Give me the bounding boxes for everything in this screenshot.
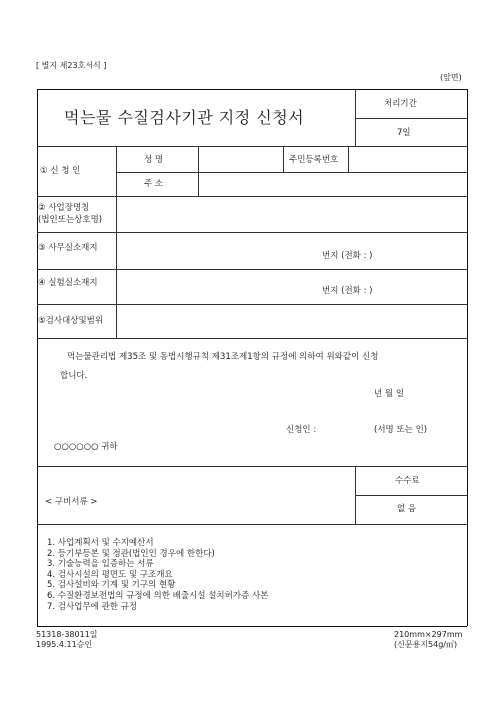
paper-type: (신문용지54g/㎡)	[394, 640, 458, 649]
approval-date: 1995.4.11승인	[36, 640, 93, 649]
paper-size: 210mm×297mm	[394, 630, 463, 639]
attachment-item: 7. 검사업무에 관한 규정	[47, 601, 138, 612]
rule-business-bottom	[37, 232, 467, 233]
statement-line2: 합니다.	[60, 371, 88, 381]
attachments-list	[47, 538, 268, 612]
business-name-sublabel: (법인또는상호명)	[38, 215, 103, 225]
scope-col	[116, 304, 117, 338]
address-label: 주 소	[144, 179, 164, 189]
applicant-col3	[283, 146, 284, 172]
application-date: 년 월 일	[374, 389, 405, 399]
attachments-label: < 구비서류 >	[45, 497, 98, 507]
processing-label: 처리기간	[384, 99, 417, 109]
frame-bottom	[37, 626, 467, 627]
rule-office-bottom	[37, 269, 467, 270]
applicant-col1	[116, 146, 117, 196]
form-title: 먹는물 수질검사기관 지정 신청서	[64, 108, 305, 127]
office-col	[116, 232, 117, 269]
resident-number-label: 주민등록번호	[289, 155, 339, 165]
rule-lab-bottom	[37, 304, 467, 305]
fee-label: 수수료	[395, 476, 420, 486]
statement-line1: 먹는물관리법 제35조 및 동법시행규칙 제31조제1항의 규정에 의하여 위와같이 신청	[67, 352, 379, 362]
processing-value: 7일	[397, 128, 411, 138]
fee-mid-line	[355, 495, 467, 496]
attachment-item: 2. 등기부등본 및 정관(법인인 경우에 한한다)	[47, 548, 215, 559]
rule-scope-bottom	[37, 338, 467, 339]
rule-applicant-mid	[116, 172, 467, 173]
frame-top	[37, 89, 467, 90]
rule-attachments-mid	[37, 524, 355, 525]
attachment-item: 3. 기술능력을 입증하는 서류	[47, 559, 154, 570]
addressee: ○○○○○○ 귀하	[54, 442, 118, 452]
lab-col	[116, 269, 117, 304]
front-side-label: (앞면)	[440, 73, 462, 82]
lab-location-label: ④ 실험실소재지	[38, 278, 98, 288]
applicant-col2	[198, 146, 199, 196]
frame-left	[37, 89, 38, 626]
attachment-item: 6. 수질환경보전법의 규정에 의한 배출시설 설치허가증 사본	[47, 590, 269, 601]
name-label: 성 명	[144, 155, 164, 165]
attachment-item: 1. 사업계획서 및 수지예산서	[47, 538, 154, 548]
rule-attachments-top	[37, 466, 467, 467]
lab-lot-tel: 번지 (전화 : )	[322, 286, 373, 296]
form-number: [ 별지 제23호서식 ]	[36, 61, 107, 70]
signature-note: (서명 또는 인)	[374, 425, 428, 435]
office-location-label: ③ 사무실소재지	[38, 243, 98, 253]
attachment-item: 5. 검사설비와 기계 및 기구의 현황	[47, 580, 176, 591]
applicant-col4	[348, 146, 349, 172]
business-col	[116, 196, 117, 232]
rule-applicant-top	[37, 146, 467, 147]
frame-right	[467, 89, 468, 626]
business-name-label: ② 사업장명칭	[38, 203, 90, 213]
fee-value: 없 음	[397, 504, 417, 514]
office-lot-tel: 번지 (전화 : )	[322, 251, 373, 261]
processing-mid-line	[355, 118, 467, 119]
applicant-label: ① 신 청 인	[40, 166, 81, 176]
rule-applicant-bottom	[37, 196, 467, 197]
applicant-signature-label: 신청인 :	[286, 425, 317, 435]
inspection-scope-label: ⑤검사대상및범위	[38, 316, 104, 326]
attachment-item: 4. 검사시설의 평면도 및 구조개요	[47, 569, 173, 580]
form-code: 51318-38011일	[36, 630, 98, 639]
fee-bottom-line	[355, 524, 467, 525]
